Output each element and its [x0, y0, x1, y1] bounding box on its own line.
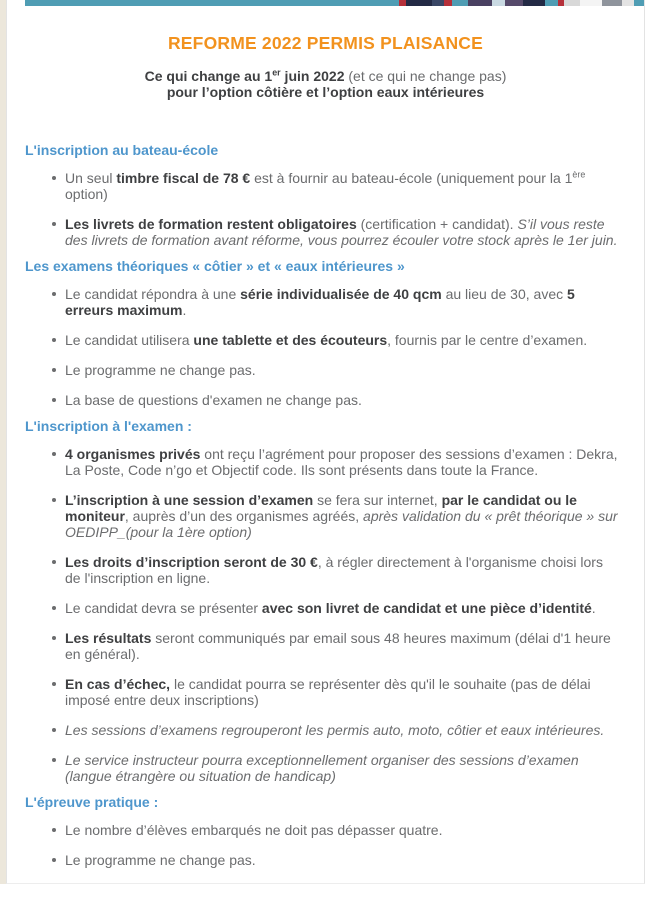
banner-color-segment: [492, 0, 505, 6]
text-segment: , à régler directement à l'organisme choisi lors de l'inscription en ligne.: [65, 554, 603, 586]
banner-color-segment: [432, 0, 444, 6]
text-segment: .: [182, 302, 187, 318]
document-section: [25, 418, 620, 784]
text-segment: juin 2022: [280, 68, 345, 84]
header-banner-strip: [25, 0, 644, 6]
list-item: [65, 630, 620, 662]
text-segment: La base de questions d'examen ne change pas.: [65, 392, 362, 408]
list-item: [65, 392, 620, 408]
banner-color-segment: [444, 0, 452, 6]
list-item: [65, 600, 620, 616]
list-item: [65, 332, 620, 348]
text-segment: par le candidat ou le moniteur: [65, 492, 577, 524]
subtitle-line: [7, 85, 644, 101]
text-segment: Le candidat devra se présenter: [65, 600, 262, 616]
list-item: [65, 492, 620, 540]
list-item: [65, 852, 620, 868]
section-heading: L'inscription au bateau-école: [25, 142, 219, 158]
banner-color-segment: [468, 0, 492, 6]
list-item: [65, 216, 620, 248]
text-segment: Ce qui change au 1: [144, 68, 273, 84]
document-section: [25, 142, 620, 248]
text-segment: série individualisée de 40 qcm: [240, 286, 442, 302]
text-segment: Le programme ne change pas.: [65, 362, 256, 378]
document-section: [25, 794, 620, 868]
text-segment: Un seul: [65, 170, 117, 186]
text-segment: option): [65, 186, 108, 202]
bullet-list: [25, 286, 620, 408]
text-segment: au lieu de 30, avec: [441, 286, 567, 302]
text-segment: est à fournir au bateau-école (uniquement pour la 1: [250, 170, 573, 186]
text-segment: ont reçu l’agrément pour proposer des sessions d’examen : Dekra, La Poste, Code n’go et Objectif code. Ils sont présents dans toute la France.: [65, 446, 618, 478]
text-segment: 4 organismes privés: [65, 446, 201, 462]
banner-color-segment: [622, 0, 634, 6]
banner-color-segment: [399, 0, 406, 6]
banner-color-segment: [406, 0, 432, 6]
page-subtitle: [7, 69, 644, 100]
banner-color-segment: [452, 0, 468, 6]
text-segment: (et ce qui ne change pas): [344, 68, 507, 84]
banner-color-segment: [545, 0, 558, 6]
banner-color-segment: [505, 0, 523, 6]
list-item: [65, 286, 620, 318]
text-segment: Le nombre d’élèves embarqués ne doit pas dépasser quatre.: [65, 822, 443, 838]
text-segment: En cas d’échec,: [65, 676, 171, 692]
section-heading: Les examens théoriques « côtier » et « eaux intérieures »: [25, 258, 405, 274]
text-segment: er: [272, 67, 281, 78]
list-item: [65, 170, 620, 202]
list-item: [65, 822, 620, 838]
text-segment: Les livrets de formation restent obligatoires: [65, 216, 357, 232]
section-heading: L'inscription à l'examen :: [25, 418, 192, 434]
subtitle-line: [7, 69, 644, 85]
list-item: [65, 554, 620, 586]
bullet-list: [25, 446, 620, 784]
list-item: [65, 676, 620, 708]
banner-color-segment: [25, 0, 399, 6]
text-segment: le candidat pourra se représenter dès qu'il le souhaite (pas de délai imposé entre deux inscriptions): [65, 676, 591, 708]
text-segment: 5 erreurs maximum: [65, 286, 575, 318]
text-segment: après validation du « prêt théorique » sur OEDIPP_(pour la 1ère option): [65, 508, 618, 540]
text-segment: S’il vous reste des livrets de formation avant réforme, vous pourrez écouler votre stock après le 1er juin.: [65, 216, 618, 248]
page-title: REFORME 2022 PERMIS PLAISANCE: [167, 33, 484, 53]
text-segment: (certification + candidat).: [356, 216, 518, 232]
banner-color-segment: [580, 0, 602, 6]
text-segment: Les sessions d’examens regrouperont les permis auto, moto, côtier et eaux intérieures.: [65, 722, 605, 738]
text-segment: se fera sur internet,: [313, 492, 442, 508]
list-item: [65, 446, 620, 478]
text-segment: , auprès d’un des organismes agréés,: [124, 508, 364, 524]
text-segment: Le programme ne change pas.: [65, 852, 256, 868]
text-segment: seront communiqués par email sous 48 heures maximum (délai d'1 heure en général).: [65, 630, 611, 662]
text-segment: Le candidat utilisera: [65, 332, 194, 348]
text-segment: .: [591, 600, 596, 616]
text-segment: , fournis par le centre d’examen.: [387, 332, 588, 348]
text-segment: Le service instructeur pourra exceptionnellement organiser des sessions d’examen (langue étrangère ou situation de handicap): [65, 752, 579, 784]
list-item: [65, 752, 620, 784]
section-heading: L'épreuve pratique :: [25, 794, 159, 810]
text-segment: Les résultats: [65, 630, 152, 646]
text-segment: Le candidat répondra à une: [65, 286, 241, 302]
text-segment: ère: [572, 169, 586, 180]
banner-color-segment: [634, 0, 644, 6]
document-card: [6, 0, 645, 884]
list-item: [65, 722, 620, 738]
document-body: [7, 142, 644, 868]
text-segment: timbre fiscal de 78 €: [116, 170, 251, 186]
banner-color-segment: [602, 0, 622, 6]
text-segment: Les droits d’inscription seront de 30 €: [65, 554, 318, 570]
list-item: [65, 362, 620, 378]
text-segment: avec son livret de candidat et une pièce d’identité: [261, 600, 592, 616]
banner-color-segment: [523, 0, 545, 6]
text-segment: L’inscription à une session d’examen: [65, 492, 314, 508]
text-segment: une tablette et des écouteurs: [193, 332, 388, 348]
bullet-list: [25, 822, 620, 868]
banner-color-segment: [564, 0, 580, 6]
document-section: [25, 258, 620, 408]
text-segment: pour l’option côtière et l’option eaux intérieures: [166, 83, 485, 100]
bullet-list: [25, 170, 620, 248]
